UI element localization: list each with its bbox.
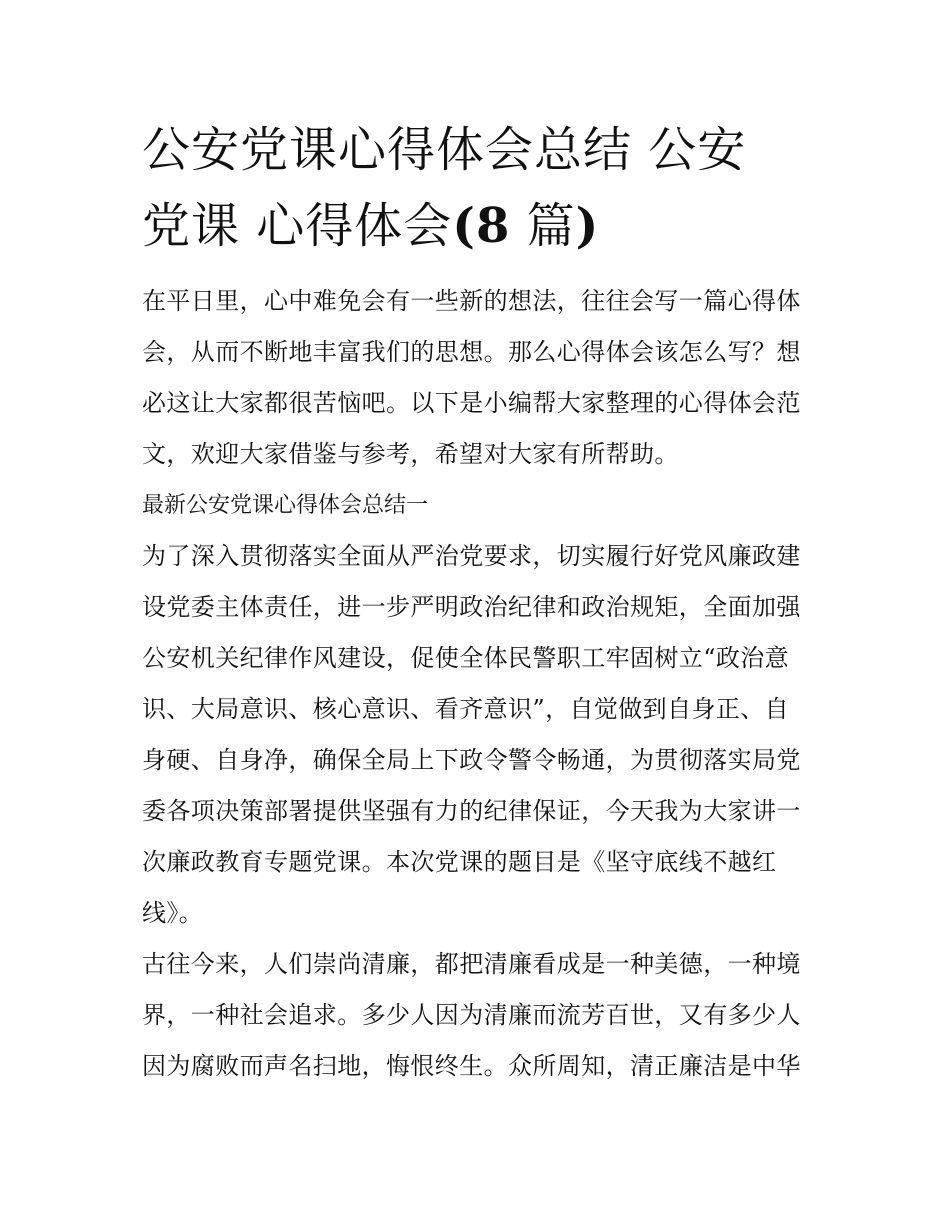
text-line: 在平日里，心中难免会有一些新的想法，往往会写一篇心得体 [142, 287, 801, 315]
text-line: 古往今来，人们崇尚清廉，都把清廉看成是一种美德，一种境 [142, 950, 801, 978]
title-line-1: 公安党课心得体会总结 公安 [142, 122, 747, 178]
text-line: 委各项决策部署提供坚强有力的纪律保证，今天我为大家讲一 [142, 797, 801, 825]
text-line: 界，一种社会追求。多少人因为清廉而流芳百世，又有多少人 [142, 1001, 801, 1029]
paragraph-section-2 [142, 939, 822, 1092]
document-body [142, 276, 822, 1092]
title-line-2: 党课 心得体会(8 篇) [142, 198, 600, 254]
section-heading-text: 最新公安党课心得体会总结一 [142, 493, 429, 518]
text-line: 识、大局意识、核心意识、看齐意识”，自觉做到自身正、自 [142, 695, 790, 723]
text-line: 身硬、自身净，确保全局上下政令警令畅通，为贯彻落实局党 [142, 746, 801, 774]
text-line: 线》。 [142, 899, 204, 927]
document-title [142, 112, 822, 264]
text-line: 会，从而不断地丰富我们的思想。那么心得体会该怎么写？想 [142, 338, 801, 366]
text-line: 必这让大家都很苦恼吧。以下是小编帮大家整理的心得体会范 [142, 389, 801, 417]
text-line: 设党委主体责任，进一步严明政治纪律和政治规矩，全面加强 [142, 593, 801, 621]
text-line: 因为腐败而声名扫地，悔恨终生。众所周知，清正廉洁是中华 [142, 1052, 801, 1080]
section-heading [142, 480, 822, 531]
title-count: (8 [452, 198, 511, 254]
text-line: 公安机关纪律作风建设，促使全体民警职工牢固树立“政治意 [142, 644, 790, 672]
text-line: 文，欢迎大家借鉴与参考，希望对大家有所帮助。 [142, 440, 679, 468]
title-paren: ) [575, 198, 600, 254]
paragraph-section-1 [142, 531, 822, 939]
paragraph-intro [142, 276, 822, 480]
text-line: 次廉政教育专题党课。本次党课的题目是《坚守底线不越红 [142, 848, 777, 876]
text-line: 为了深入贯彻落实全面从严治党要求，切实履行好党风廉政建 [142, 542, 801, 570]
